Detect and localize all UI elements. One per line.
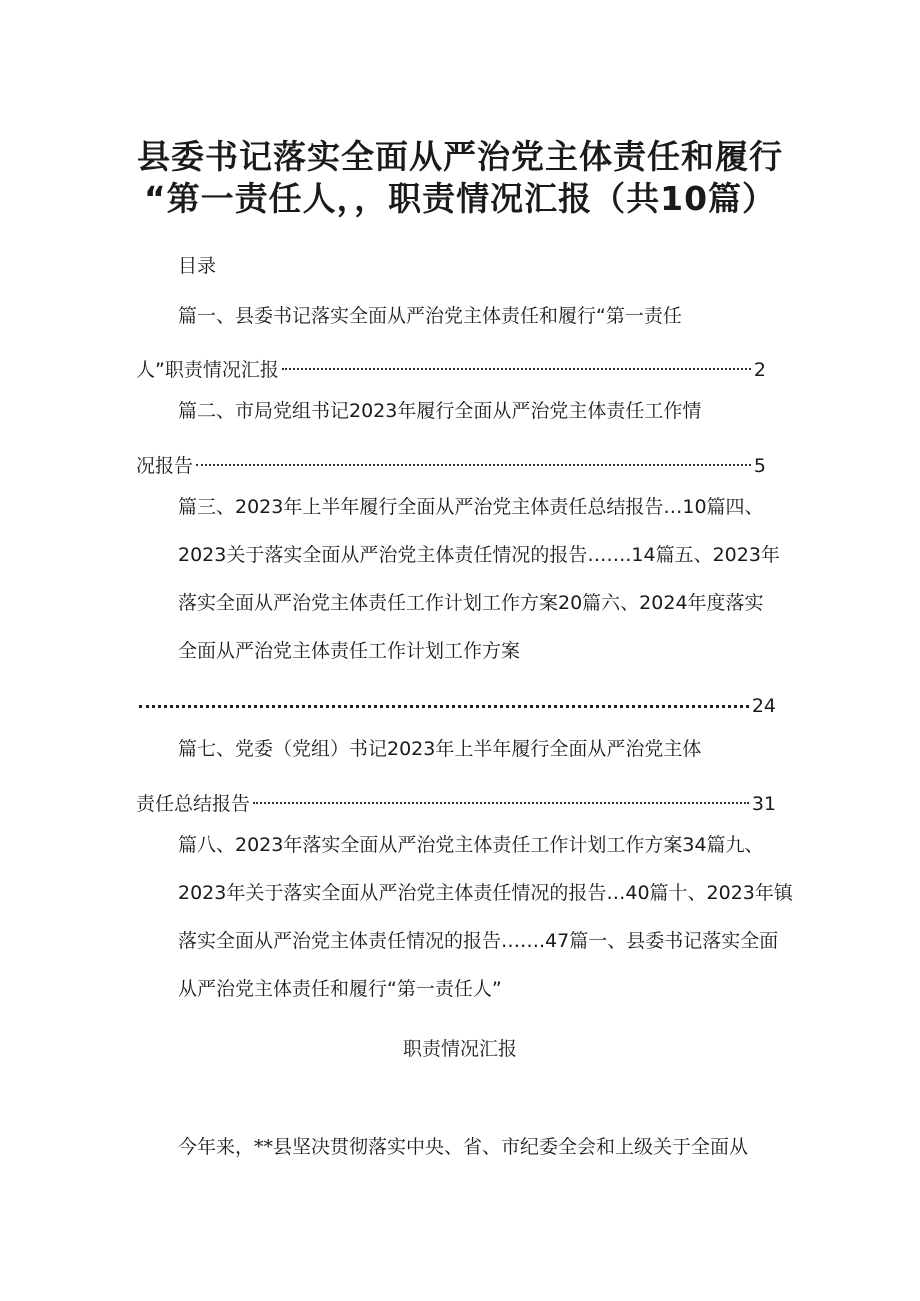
toc-paragraph-b-line-4: 从严治党主体责任和履行“第一责任人”	[178, 978, 502, 1000]
toc-entry-7-leader-row[interactable]	[136, 784, 776, 817]
toc-paragraph-a-line-4: 全面从严治党主体责任工作计划工作方案	[178, 640, 521, 662]
toc-entry-7-line-1: 篇七、党委（党组）书记2023年上半年履行全面从严治党主体	[178, 738, 702, 760]
toc-paragraph-b-line-3: 落实全面从严治党主体责任情况的报告…….47篇一、县委书记落实全面	[178, 930, 779, 952]
document-title-line-2: “第一责任人，，职责情况汇报（共10篇）	[143, 179, 777, 218]
section-heading: 职责情况汇报	[402, 1038, 517, 1060]
toc-entry-7-page: 31	[751, 793, 776, 815]
toc-entry-2-page: 5	[753, 455, 766, 477]
toc-entry-1-page: 2	[753, 359, 766, 381]
toc-paragraph-b-line-2: 2023年关于落实全面从严治党主体责任情况的报告…40篇十、2023年镇	[178, 882, 793, 904]
toc-entry-7-line-2: 责任总结报告	[136, 793, 251, 815]
dot-leader	[253, 784, 749, 810]
toc-entry-2-line-2: 况报告	[136, 455, 194, 477]
toc-entry-2-line-1: 篇二、市局党组书记2023年履行全面从严治党主体责任工作情	[178, 400, 702, 422]
toc-paragraph-a-line-2: 2023关于落实全面从严治党主体责任情况的报告…….14篇五、2023年	[178, 544, 780, 566]
toc-paragraph-a-line-1: 篇三、2023年上半年履行全面从严治党主体责任总结报告…10篇四、	[178, 496, 764, 518]
toc-paragraph-a-leader-row[interactable]	[136, 686, 776, 719]
body-paragraph-start: 今年来，**县坚决贯彻落实中央、省、市纪委全会和上级关于全面从	[178, 1136, 749, 1158]
toc-entry-1-leader-row[interactable]	[136, 350, 766, 383]
dot-leader	[196, 446, 751, 472]
toc-paragraph-a-line-3: 落实全面从严治党主体责任工作计划工作方案20篇六、2024年度落实	[178, 592, 764, 614]
dot-leader	[282, 350, 751, 376]
toc-entry-2-leader-row[interactable]	[136, 446, 766, 479]
toc-entry-1-line-2: 人”职责情况汇报	[136, 359, 279, 381]
toc-label: 目录	[178, 255, 217, 277]
toc-entry-1-line-1: 篇一、县委书记落实全面从严治党主体责任和履行“第一责任	[178, 305, 682, 327]
document-title-line-1: 县委书记落实全面从严治党主体责任和履行	[137, 137, 783, 176]
toc-paragraph-a-page: 24	[751, 695, 776, 717]
dot-leader	[139, 686, 749, 712]
toc-paragraph-b-line-1: 篇八、2023年落实全面从严治党主体责任工作计划工作方案34篇九、	[178, 834, 764, 856]
